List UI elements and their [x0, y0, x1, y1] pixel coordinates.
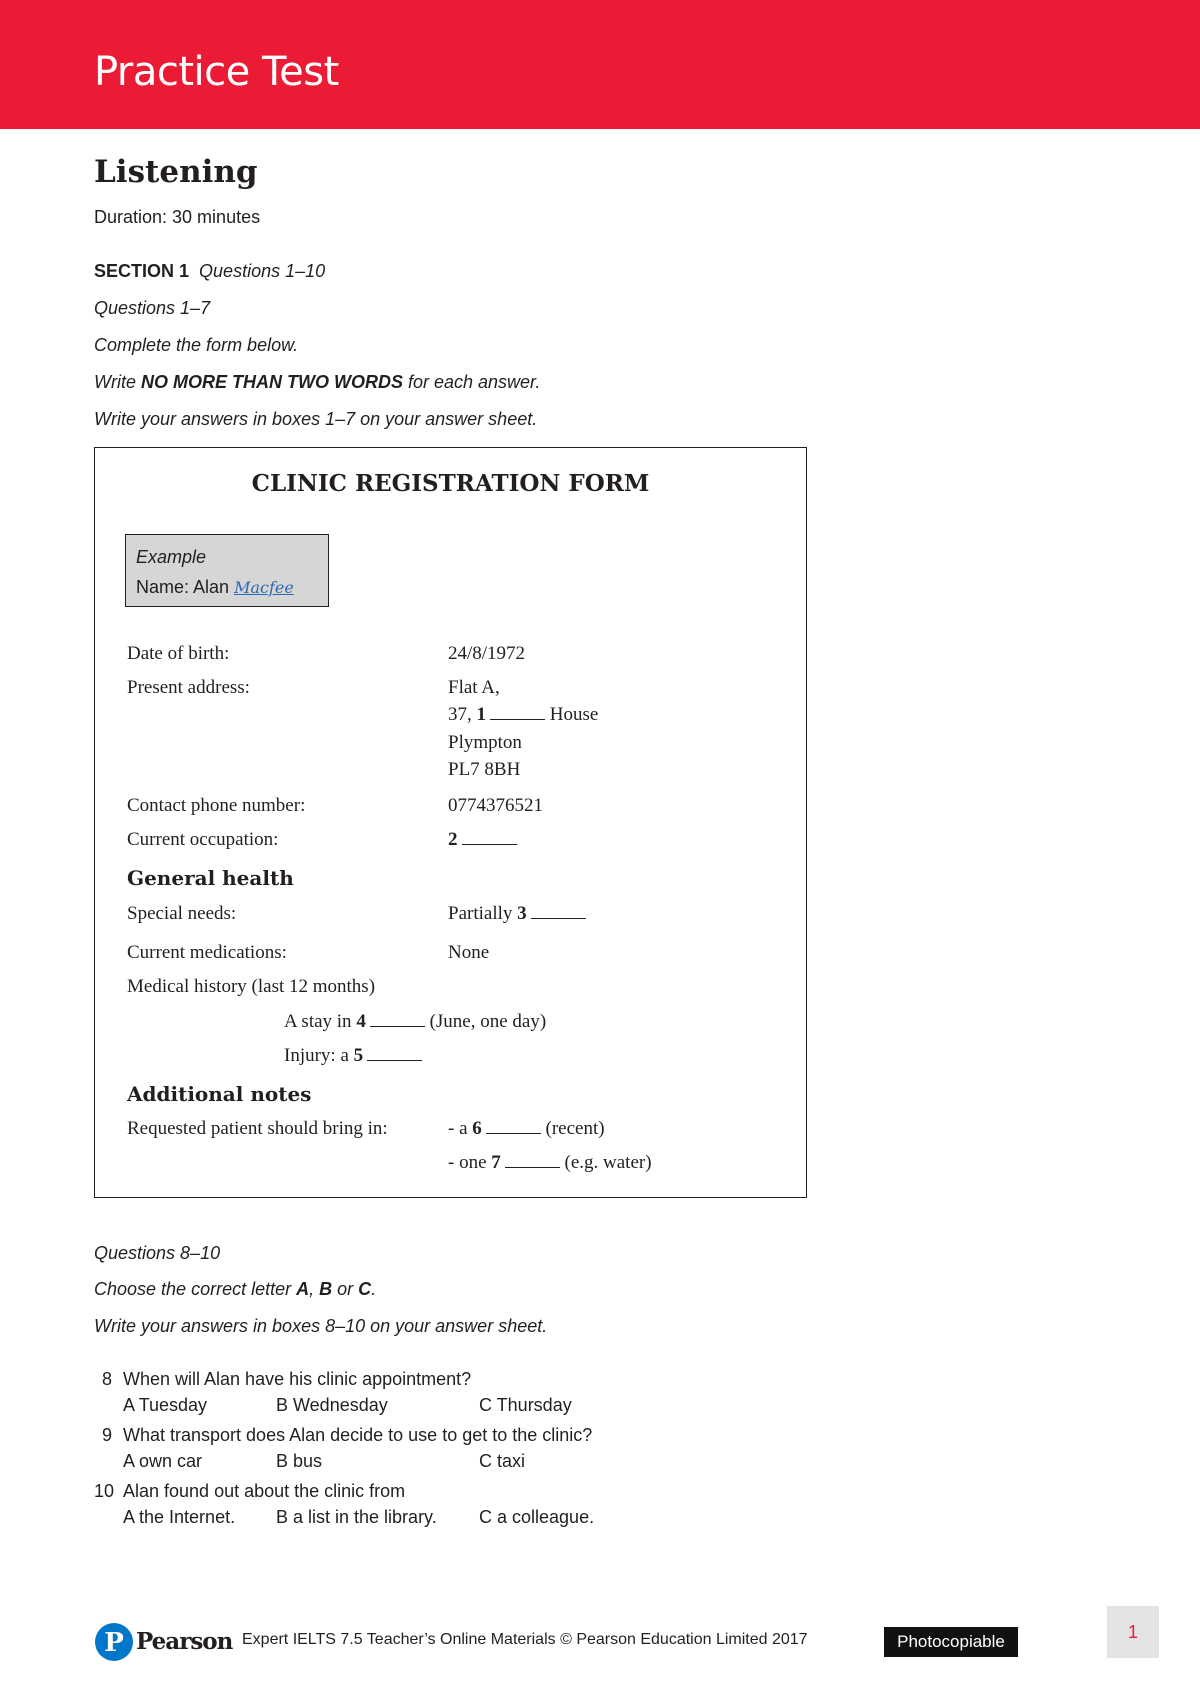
section-questions: Questions 1–10 — [199, 261, 326, 281]
general-health-heading: General health — [127, 866, 294, 890]
option-c[interactable]: C a colleague. — [479, 1507, 595, 1527]
option-b[interactable]: B a list in the library. — [276, 1507, 437, 1527]
question-1-number: 1 — [476, 704, 486, 725]
history-injury: Injury: a 5 — [284, 1045, 422, 1067]
bring-label: Requested patient should bring in: — [127, 1118, 388, 1139]
option-c[interactable]: C taxi — [479, 1451, 526, 1471]
section-line — [94, 261, 325, 282]
part2-instruction-1: Choose the correct letter A, B or C. — [94, 1279, 377, 1299]
example-answer: Macfee — [234, 578, 294, 597]
answer-blank-2[interactable] — [462, 843, 517, 845]
answer-blank-7[interactable] — [505, 1166, 560, 1168]
dob-value: 24/8/1972 — [448, 643, 526, 664]
medications-label: Current medications: — [127, 942, 287, 963]
section-heading: Listening — [94, 154, 258, 190]
part1-questions: Questions 1–7 — [94, 298, 211, 318]
medications-value: None — [448, 942, 490, 963]
part2-questions: Questions 8–10 — [94, 1243, 221, 1263]
answer-blank-5[interactable] — [367, 1059, 422, 1061]
address-line-2: 37, 1 House — [448, 704, 599, 725]
header-banner — [0, 0, 1200, 129]
duration: Duration: 30 minutes — [94, 207, 261, 227]
question-text: When will Alan have his clinic appointment? — [123, 1369, 472, 1389]
svg-text:P: P — [104, 1628, 124, 1658]
address-line-3: Plympton — [448, 732, 522, 753]
part1-instruction-2: Write NO MORE THAN TWO WORDS for each answer. — [94, 372, 541, 392]
phone-label: Contact phone number: — [127, 795, 306, 816]
occupation-label: Current occupation: — [127, 829, 279, 850]
bring-item-2: - one 7 (e.g. water) — [448, 1152, 652, 1173]
question-4-number: 4 — [356, 1011, 366, 1032]
answer-blank-3[interactable] — [531, 917, 586, 919]
address-line-1: Flat A, — [448, 677, 500, 698]
address-label: Present address: — [127, 677, 250, 698]
section-label: SECTION 1 — [94, 261, 190, 281]
question-3-number: 3 — [517, 903, 527, 924]
special-needs-value: Partially 3 — [448, 903, 586, 925]
pearson-wordmark: Pearson — [136, 1628, 233, 1655]
bring-item-1: - a 6 (recent) — [448, 1118, 605, 1139]
question-text: What transport does Alan decide to use to get to the clinic? — [123, 1425, 593, 1445]
photocopiable-badge: Photocopiable — [884, 1627, 1018, 1657]
example-name: Name: Alan Macfee — [136, 577, 294, 597]
answer-blank-6[interactable] — [486, 1132, 541, 1134]
question-number: 8 — [102, 1369, 113, 1389]
question-5-number: 5 — [353, 1045, 364, 1066]
example-box — [125, 534, 329, 607]
option-a[interactable]: A own car — [123, 1451, 203, 1471]
option-a[interactable]: A Tuesday — [123, 1395, 208, 1415]
question-2-number: 2 — [448, 829, 458, 850]
registration-form — [94, 447, 807, 1198]
page-number: 1 — [1107, 1606, 1159, 1658]
option-b[interactable]: B Wednesday — [276, 1395, 388, 1415]
question-number: 9 — [102, 1425, 113, 1445]
option-a[interactable]: A the Internet. — [123, 1507, 236, 1527]
address-line-4: PL7 8BH — [448, 759, 521, 780]
history-stay: A stay in 4 (June, one day) — [284, 1011, 547, 1032]
part1-instruction-1: Complete the form below. — [94, 335, 299, 355]
example-label: Example — [136, 547, 207, 567]
answer-blank-4[interactable] — [370, 1025, 425, 1027]
copyright: Expert IELTS 7.5 Teacher’s Online Materials © Pearson Education Limited 2017 — [242, 1631, 808, 1648]
special-needs-label: Special needs: — [127, 903, 237, 924]
page-title: Practice Test — [94, 49, 339, 95]
question-number: 10 — [94, 1481, 115, 1501]
question-6-number: 6 — [472, 1118, 482, 1139]
question-7-number: 7 — [491, 1152, 501, 1173]
option-c[interactable]: C Thursday — [479, 1395, 572, 1415]
pearson-logo-icon — [94, 1622, 134, 1662]
option-b[interactable]: B bus — [276, 1451, 323, 1471]
question-text: Alan found out about the clinic from — [123, 1481, 406, 1501]
occupation-value — [448, 829, 517, 851]
additional-notes-heading: Additional notes — [127, 1082, 312, 1106]
history-label: Medical history (last 12 months) — [127, 976, 376, 997]
form-title: CLINIC REGISTRATION FORM — [251, 470, 650, 497]
answer-blank-1[interactable] — [490, 718, 545, 720]
phone-value: 0774376521 — [448, 795, 543, 816]
part2-instruction-2: Write your answers in boxes 8–10 on your answer sheet. — [94, 1316, 548, 1336]
dob-label: Date of birth: — [127, 643, 230, 664]
part1-instruction-3: Write your answers in boxes 1–7 on your answer sheet. — [94, 409, 538, 429]
